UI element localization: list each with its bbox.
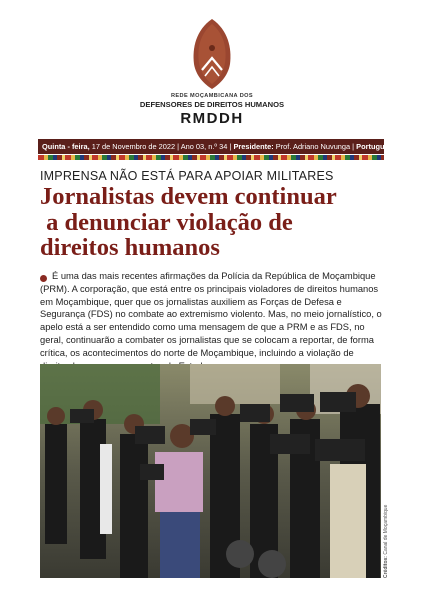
language-label: Português: [356, 142, 393, 151]
headline-line-1: Jornalistas devem continuar: [40, 183, 337, 210]
org-name-line2: DEFENSORES DE DIREITOS HUMANOS: [139, 100, 285, 109]
photo-credit-source: Canal de Moçambique: [383, 504, 389, 555]
org-acronym: RMDDH: [180, 110, 244, 127]
president-name: Prof. Adriano Nuvunga |: [275, 142, 355, 151]
decorative-pattern-strip: [38, 155, 384, 160]
article-kicker: IMPRENSA NÃO ESTÁ PARA APOIAR MILITARES: [40, 169, 334, 183]
headline-line-3: direitos humanos: [40, 234, 220, 261]
photo-credit: [383, 505, 389, 578]
journalists-crowd-photo: [40, 364, 381, 578]
article-body: É uma das mais recentes afirmações da Polícia da República de Moçambique (PRM). A corporação, que está entre os principais violadores de direitos humanos em Moçambique, quer que os jornalistas auxiliem as Forças de Defesa e Segurança (FDS) no combate ao extremismo violento. Mas, no meio jornalístico, o apelo está a ser entendido como uma mensagem de que a PRM e as FDS, no geral, continuarão a combater os jornalistas que se colocam a reportar, de forma crítica, os acontecimentos do norte de Moçambique, incluindo a violação de: [40, 271, 382, 358]
org-name-line1: REDE MOÇAMBICANA DOS: [170, 93, 254, 99]
issue-day: Quinta - feira,: [42, 142, 90, 151]
headline-line-2: a denunciar violação de: [40, 208, 293, 236]
issue-info-bar: [38, 139, 393, 154]
logo: [0, 18, 424, 90]
issue-details: 17 de Novembro de 2022 | Ano 03, n.º 34 |: [91, 142, 232, 151]
article-headline: [40, 184, 385, 261]
article-photo: [40, 364, 381, 578]
president-label: Presidente:: [233, 142, 274, 151]
photo-credit-label: Créditos:: [383, 556, 389, 578]
shield-emblem-icon: [192, 18, 232, 90]
